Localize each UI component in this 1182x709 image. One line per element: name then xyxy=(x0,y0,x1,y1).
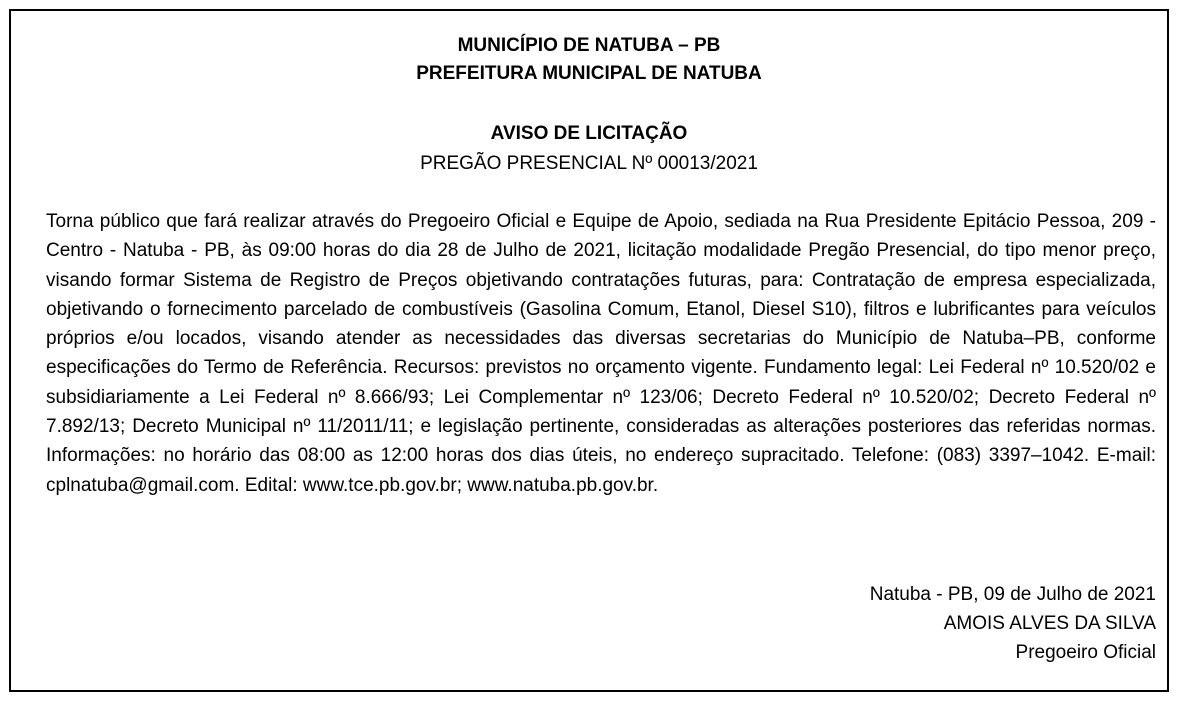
procedure-number: PREGÃO PRESENCIAL Nº 00013/2021 xyxy=(420,153,758,174)
signature-role: Pregoeiro Oficial xyxy=(1015,642,1156,663)
notice-title: AVISO DE LICITAÇÃO xyxy=(490,123,688,144)
signature-place-date: Natuba - PB, 09 de Julho de 2021 xyxy=(869,584,1156,605)
notice-body: Torna público que fará realizar através do Pregoeiro Oficial e Equipe de Apoio, sediada na Rua Presidente Epitácio Pessoa, 209 - Centro - Natuba - PB, às 09:00 horas do dia 28 de Julho de 2021, licitação modalidade Pregão Presencial, do tipo menor preço, visando formar Sistema de Registro de Preços objetivando contratações futuras, para: Contratação de empresa especializada, objetivando o fornecimento parcelado de combustíveis (Gasolina Comum, Etanol, Diesel S10), filtros e lubrificantes para veículos próprios e/ou locados, visando atender as necessidades das diversas secretarias do Município de Natuba–PB, conforme especificações do Termo de Referência. Recursos: previstos no orçamento vigente. Fundamento legal: Lei Federal nº 10.520/02 e subsidiariamente a Lei Federal nº 8.666/93; Lei Complementar nº 123/06; Decreto Federal nº 10.520/02; Decreto Federal nº 7.892/13; Decreto Municipal nº 11/2011/11; e legislação pertinente, consideradas as alterações posteriores das referidas normas. Informações: no horário das 08:00 as 12:00 horas dos dias úteis, no endereço supracitado. Telefone: (083) 3397–1042. E-mail: cplnatuba@gmail.com. Edital: www.tce.pb.gov.br; www.natuba.pb.gov.br. xyxy=(46,211,1156,496)
signature-name: AMOIS ALVES DA SILVA xyxy=(943,613,1156,634)
prefecture-heading: PREFEITURA MUNICIPAL DE NATUBA xyxy=(416,63,762,84)
notice-frame xyxy=(9,9,1169,692)
municipality-heading: MUNICÍPIO DE NATUBA – PB xyxy=(457,35,721,56)
